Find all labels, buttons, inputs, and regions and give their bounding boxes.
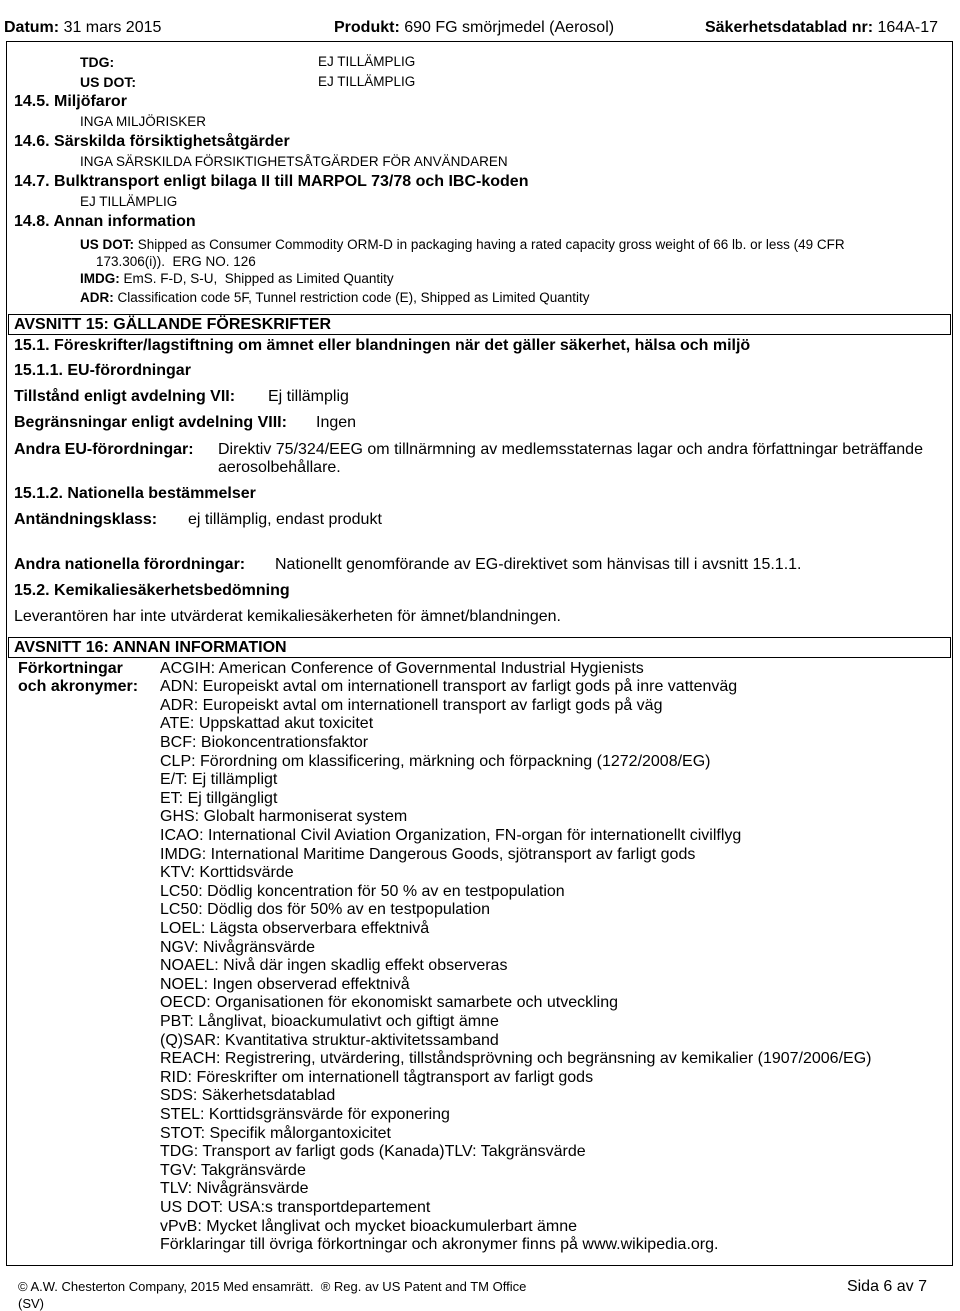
abbreviation-item: STEL: Korttidsgränsvärde för exponering bbox=[160, 1106, 450, 1124]
adr-info-text: Classification code 5F, Tunnel restriction code (E), Shipped as Limited Quantity bbox=[117, 290, 590, 305]
tdg-label: TDG: bbox=[80, 54, 115, 70]
restrictions-value: Ingen bbox=[316, 414, 357, 431]
flammability-class-label: Antändningsklass: bbox=[14, 511, 158, 528]
abbreviation-item: TLV: Nivågränsvärde bbox=[160, 1180, 309, 1198]
imdg-info-label: IMDG: bbox=[80, 271, 120, 286]
other-national-value: Nationellt genomförande av EG-direktivet som hänvisas till i avsnitt 15.1.1. bbox=[275, 556, 802, 573]
abbreviation-item: vPvB: Mycket långlivat och mycket bioackumulerbart ämne bbox=[160, 1217, 578, 1235]
abbreviations-label-continued: och akronymer: bbox=[18, 678, 139, 696]
adr-info-label: ADR: bbox=[80, 290, 114, 305]
abbreviation-item: TDG: Transport av farligt gods (Kanada)TLV: Takgränsvärde bbox=[160, 1143, 586, 1161]
authorisation-label: Tillstånd enligt avdelning VII: bbox=[14, 388, 236, 405]
other-eu-value-continued: aerosolbehållare. bbox=[218, 459, 341, 476]
abbreviation-item: SDS: Säkerhetsdatablad bbox=[160, 1087, 336, 1105]
imdg-info-line bbox=[80, 269, 394, 289]
us-dot-label: US DOT: bbox=[80, 74, 136, 90]
subsection-14-7-title: 14.7. Bulktransport enligt bilaga II till MARPOL 73/78 och IBC-koden bbox=[14, 173, 529, 190]
other-national-label: Andra nationella förordningar: bbox=[14, 556, 246, 573]
tdg-value: EJ TILLÄMPLIG bbox=[318, 54, 416, 69]
other-eu-value: Direktiv 75/324/EEG om tillnärmning av medlemsstaternas lagar och andra författningar beträffande bbox=[218, 441, 923, 458]
header-date-value: 31 mars 2015 bbox=[63, 19, 162, 36]
header-product-label: Produkt: bbox=[334, 19, 400, 36]
subsection-14-7-text: EJ TILLÄMPLIG bbox=[80, 194, 178, 209]
abbreviation-item: NGV: Nivågränsvärde bbox=[160, 938, 316, 956]
abbreviation-item: US DOT: USA:s transportdepartement bbox=[160, 1199, 431, 1217]
subsection-15-1-1-title: 15.1.1. EU-förordningar bbox=[14, 362, 191, 379]
abbreviations-more-info: Förklaringar till övriga förkortningar och akronymer finns på www.wikipedia.org. bbox=[160, 1236, 719, 1254]
abbreviation-item: OECD: Organisationen för ekonomiskt samarbete och utveckling bbox=[160, 994, 618, 1012]
abbreviations-label: Förkortningar bbox=[18, 659, 123, 677]
footer-page-number: Sida 6 av 7 bbox=[846, 1278, 927, 1295]
abbreviation-item: NOAEL: Nivå där ingen skadlig effekt observeras bbox=[160, 957, 508, 975]
section-16-heading-box bbox=[8, 637, 951, 658]
us-dot-info-label: US DOT: bbox=[80, 237, 134, 252]
subsection-15-2-title: 15.2. Kemikaliesäkerhetsbedömning bbox=[14, 582, 290, 599]
footer-copyright: © A.W. Chesterton Company, 2015 Med ensamrätt. ® Reg. av US Patent and TM Office bbox=[18, 1279, 527, 1294]
subsection-15-1-title: 15.1. Föreskrifter/lagstiftning om ämnet eller blandningen när det gäller säkerhet, hälsa och miljö bbox=[14, 337, 751, 354]
restrictions-label: Begränsningar enligt avdelning VIII: bbox=[14, 414, 287, 431]
abbreviation-item: NOEL: Ingen observerad effektnivå bbox=[160, 975, 410, 993]
imdg-info-text: EmS. F-D, S-U, Shipped as Limited Quantity bbox=[123, 271, 394, 286]
abbreviation-item: BCF: Biokoncentrationsfaktor bbox=[160, 734, 369, 752]
abbreviation-item: ADR: Europeiskt avtal om internationell transport av farligt gods på väg bbox=[160, 696, 663, 714]
abbreviation-item: E/T: Ej tillämpligt bbox=[160, 771, 278, 789]
abbreviation-item: PBT: Långlivat, bioackumulativt och giftigt ämne bbox=[160, 1013, 499, 1031]
subsection-14-6-text: INGA SÄRSKILDA FÖRSIKTIGHETSÅTGÄRDER FÖR ANVÄNDAREN bbox=[80, 154, 508, 169]
abbreviation-item: (Q)SAR: Kvantitativa struktur-aktivitetssamband bbox=[160, 1031, 499, 1049]
subsection-14-5-text: INGA MILJÖRISKER bbox=[80, 114, 207, 129]
section-15-heading-box bbox=[8, 314, 951, 335]
subsection-14-5-title: 14.5. Miljöfaror bbox=[14, 93, 127, 110]
subsection-14-6-title: 14.6. Särskilda försiktighetsåtgärder bbox=[14, 133, 290, 150]
subsection-15-1-2-title: 15.1.2. Nationella bestämmelser bbox=[14, 485, 256, 502]
adr-info-line bbox=[80, 288, 590, 308]
header-sds-number bbox=[705, 18, 938, 38]
abbreviation-item: RID: Föreskrifter om internationell tågtransport av farligt gods bbox=[160, 1068, 594, 1086]
abbreviation-item: LOEL: Lägsta observerbara effektnivå bbox=[160, 920, 430, 938]
abbreviation-item: IMDG: International Maritime Dangerous Goods, sjötransport av farligt gods bbox=[160, 845, 696, 863]
subsection-14-8-title: 14.8. Annan information bbox=[14, 213, 196, 230]
subsection-15-2-text: Leverantören har inte utvärderat kemikaliesäkerheten för ämnet/blandningen. bbox=[14, 608, 561, 625]
header-date bbox=[4, 18, 161, 38]
abbreviation-item: CLP: Förordning om klassificering, märkning och förpackning (1272/2008/EG) bbox=[160, 752, 711, 770]
section-15-heading: AVSNITT 15: GÄLLANDE FÖRESKRIFTER bbox=[14, 316, 332, 333]
abbreviation-item: TGV: Takgränsvärde bbox=[160, 1161, 306, 1179]
abbreviation-item: ICAO: International Civil Aviation Organization, FN-organ för internationellt civilflyg bbox=[160, 827, 742, 845]
header-date-label: Datum: bbox=[4, 19, 60, 36]
abbreviation-item: ET: Ej tillgängligt bbox=[160, 789, 278, 807]
abbreviation-item: ACGIH: American Conference of Governmental Industrial Hygienists bbox=[160, 659, 644, 677]
other-eu-label: Andra EU-förordningar: bbox=[14, 441, 194, 458]
us-dot-value: EJ TILLÄMPLIG bbox=[318, 74, 416, 89]
footer-language: (SV) bbox=[18, 1296, 44, 1311]
section-16-heading: AVSNITT 16: ANNAN INFORMATION bbox=[14, 639, 287, 656]
authorisation-value: Ej tillämplig bbox=[268, 388, 349, 405]
header-product-value: 690 FG smörjmedel (Aerosol) bbox=[404, 19, 615, 36]
abbreviation-list bbox=[160, 660, 940, 1260]
us-dot-info-text: Shipped as Consumer Commodity ORM-D in packaging having a rated capacity gross weight of 66 lb. or less (49 CFR bbox=[137, 237, 845, 252]
header-product bbox=[334, 18, 614, 38]
abbreviation-item: ADN: Europeiskt avtal om internationell transport av farligt gods på inre vattenväg bbox=[160, 678, 738, 696]
header-sds-value: 164A-17 bbox=[877, 19, 938, 36]
abbreviation-item: LC50: Dödlig dos för 50% av en testpopulation bbox=[160, 901, 490, 919]
us-dot-info-text-continued: 173.306(i)). ERG NO. 126 bbox=[96, 254, 256, 269]
abbreviation-item: GHS: Globalt harmoniserat system bbox=[160, 808, 408, 826]
abbreviation-item: ATE: Uppskattad akut toxicitet bbox=[160, 715, 374, 733]
abbreviation-item: KTV: Korttidsvärde bbox=[160, 864, 294, 882]
flammability-class-value: ej tillämplig, endast produkt bbox=[188, 511, 382, 528]
abbreviation-item: STOT: Specifik målorgantoxicitet bbox=[160, 1124, 391, 1142]
header-sds-label: Säkerhetsdatablad nr: bbox=[704, 19, 874, 36]
abbreviation-item: REACH: Registrering, utvärdering, tillståndsprövning och begränsning av kemikalier (1907/2006/EG) bbox=[160, 1050, 872, 1068]
abbreviation-item: LC50: Dödlig koncentration för 50 % av en testpopulation bbox=[160, 882, 565, 900]
